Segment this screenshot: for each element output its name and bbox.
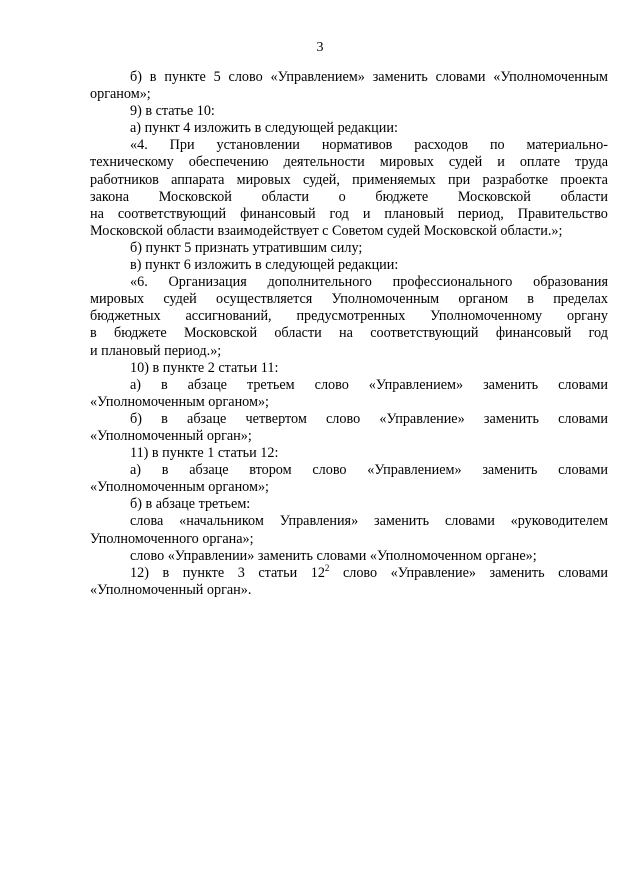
word: год <box>588 325 608 342</box>
word: в <box>161 462 169 479</box>
text-line: и плановый период.»; <box>90 342 222 359</box>
word: техническому <box>90 154 174 171</box>
word: труда <box>575 154 608 171</box>
text-line <box>90 513 608 530</box>
word: профессионального <box>392 274 513 291</box>
word: области <box>261 188 309 205</box>
word: проекта <box>560 171 608 188</box>
word: «начальником <box>179 513 264 530</box>
word: словами <box>558 410 608 427</box>
word: «Управлением» <box>368 376 464 393</box>
word: мировых <box>379 154 434 171</box>
text-line <box>90 137 608 154</box>
word: на <box>339 325 353 342</box>
word: разработке <box>482 171 549 188</box>
word: заменить <box>482 462 538 479</box>
word: аппарата <box>171 171 225 188</box>
word: заменить <box>372 69 428 85</box>
word: заменить <box>374 513 430 530</box>
text-line <box>90 308 608 325</box>
word: органом <box>458 291 509 308</box>
word: слово <box>326 410 361 427</box>
word: третьем <box>246 376 295 393</box>
word: статьи <box>258 564 298 581</box>
word: заменить <box>483 410 539 427</box>
word: образования <box>533 274 608 291</box>
word: пределах <box>553 291 608 308</box>
word: ассигнований, <box>185 308 272 325</box>
word: «4. <box>130 137 148 154</box>
word: финансовый <box>240 205 316 222</box>
word: в <box>90 325 97 342</box>
word: Московской <box>158 188 232 205</box>
text-line <box>90 562 608 582</box>
word: пункте <box>182 564 225 581</box>
word: в <box>527 291 534 308</box>
word: в <box>149 69 157 85</box>
word: а) <box>130 462 142 479</box>
text-line: «Уполномоченный орган». <box>90 581 252 598</box>
word: 12) <box>130 564 149 581</box>
word: слово <box>314 376 349 393</box>
word: расходов <box>414 137 469 154</box>
word: абзаце <box>189 462 229 479</box>
text-line: 10) в пункте 2 статьи 11: <box>130 359 279 376</box>
text-line <box>90 325 608 342</box>
text-line: «Уполномоченным органом»; <box>90 479 269 496</box>
text-line: Московской области взаимодействует с Советом судей Московской области.»; <box>90 222 563 239</box>
word: и <box>362 205 371 222</box>
word: применяемых <box>352 171 436 188</box>
word: по <box>489 137 505 154</box>
word: словами <box>558 462 608 479</box>
word: «Управлением» <box>270 69 365 85</box>
text-line <box>90 411 608 428</box>
word: «6. <box>130 274 148 291</box>
word: «Управлением» <box>367 462 462 479</box>
word: слово <box>228 69 263 85</box>
word: материально- <box>526 137 608 154</box>
word: мировых <box>236 171 291 188</box>
text-line <box>90 206 608 223</box>
word: б) <box>130 410 142 427</box>
word: а) <box>130 376 142 393</box>
word: словами <box>558 376 608 393</box>
word: установлении <box>216 137 300 154</box>
word: 3 <box>237 564 245 581</box>
word: в <box>162 564 170 581</box>
text-line <box>90 189 608 206</box>
word: При <box>169 137 195 154</box>
word: бюджете <box>113 325 167 342</box>
text-line: слово «Управлении» заменить словами «Уполномоченном органе»; <box>130 547 537 564</box>
text-line <box>90 172 608 189</box>
word: области <box>274 325 322 342</box>
word: осуществляется <box>215 291 313 308</box>
word: закона <box>90 188 130 205</box>
word: заменить <box>489 564 545 581</box>
text-line <box>90 69 608 86</box>
word: Московской <box>457 188 531 205</box>
text-line <box>90 154 608 171</box>
word: области <box>560 188 608 205</box>
word: год <box>329 205 349 222</box>
word: Управления» <box>279 513 359 530</box>
word: мировых <box>90 291 145 308</box>
word: соответствующий <box>117 205 227 222</box>
word: заменить <box>483 376 539 393</box>
word: судей, <box>302 171 340 188</box>
word: слово <box>312 462 347 479</box>
word: 5 <box>213 69 221 85</box>
word: в <box>161 410 168 427</box>
word: дополнительного <box>267 274 372 291</box>
word: финансовый <box>495 325 572 342</box>
word: соответствующий <box>370 325 479 342</box>
word: слова <box>130 513 164 530</box>
word: судей <box>163 291 197 308</box>
text-line: 9) в статье 10: <box>130 103 215 120</box>
text-line <box>90 377 608 394</box>
word: нормативов <box>321 137 393 154</box>
word: бюджетных <box>90 308 161 325</box>
word: бюджете <box>375 188 429 205</box>
word: при <box>447 171 471 188</box>
word: абзаце <box>187 410 227 427</box>
word: работников <box>90 171 159 188</box>
word: словами <box>558 564 608 581</box>
word: «Управление» <box>390 564 476 581</box>
word: слово <box>342 564 378 581</box>
word: пункте <box>164 69 206 85</box>
word: Уполномоченным <box>331 291 440 308</box>
word: «Уполномоченным <box>493 69 608 85</box>
word: оплате <box>519 154 561 171</box>
text-line <box>90 291 608 308</box>
word: предусмотренных <box>296 308 406 325</box>
text-line <box>90 462 608 479</box>
word: словами <box>444 513 495 530</box>
word: обеспечению <box>188 154 269 171</box>
text-line: органом»; <box>90 86 151 103</box>
word: втором <box>249 462 292 479</box>
word: в <box>161 376 168 393</box>
word: период, <box>457 205 504 222</box>
word: словами <box>435 69 486 85</box>
word: $12^2$ <box>310 562 330 581</box>
word: четвертом <box>245 410 307 427</box>
document-body <box>90 69 608 599</box>
superscript: 2 <box>324 562 330 573</box>
text-line: а) пункт 4 изложить в следующей редакции: <box>130 120 398 137</box>
text-line <box>90 274 608 291</box>
page-number: 3 <box>316 40 324 55</box>
word: на <box>90 205 104 222</box>
word: плановый <box>384 205 444 222</box>
word: о <box>338 188 346 205</box>
word: Правительство <box>517 205 608 222</box>
text-line: в) пункт 6 изложить в следующей редакции: <box>130 257 399 274</box>
text-line: Уполномоченного органа»; <box>90 530 254 547</box>
word: «Управление» <box>379 410 465 427</box>
text-line: 11) в пункте 1 статьи 12: <box>130 445 279 462</box>
word: Организация <box>168 274 247 291</box>
word: деятельности <box>283 154 365 171</box>
word: Московской <box>184 325 258 342</box>
text-line: «Уполномоченный орган»; <box>90 427 252 444</box>
word: Уполномоченному <box>430 308 543 325</box>
text-line: «Уполномоченным органом»; <box>90 393 269 410</box>
word: и <box>497 154 505 171</box>
word: органу <box>566 308 608 325</box>
text-line: б) пункт 5 признать утратившим силу; <box>130 239 363 256</box>
word: судей <box>448 154 483 171</box>
word: б) <box>130 69 142 85</box>
word: «руководителем <box>510 513 608 530</box>
text-line: б) в абзаце третьем: <box>130 496 251 513</box>
word: абзаце <box>187 376 227 393</box>
